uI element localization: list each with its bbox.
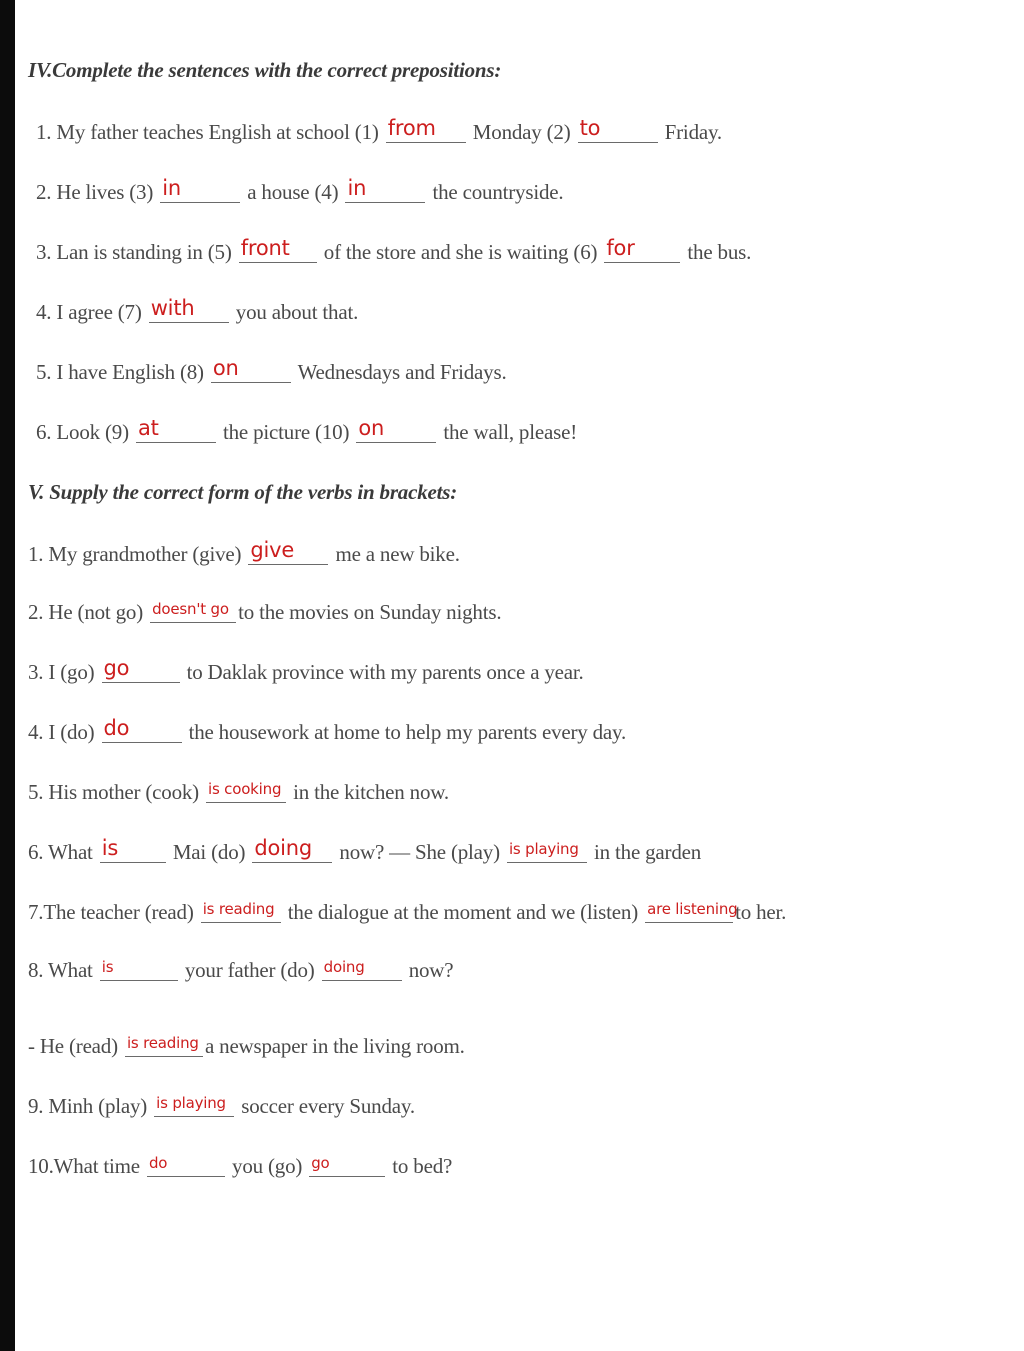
s5-q9-answer-1: is playing	[156, 1094, 226, 1112]
s5-q6-text-c: now? — She (play)	[339, 840, 500, 864]
s4-q2-answer-1: in	[162, 176, 181, 200]
s5-q4-blank-1[interactable]	[102, 716, 182, 743]
s5-q6-blank-3[interactable]	[507, 836, 587, 863]
s5-q4-text-b: the housework at home to help my parents every day.	[188, 720, 627, 744]
s5-q7-text-c: to her.	[735, 900, 787, 924]
s5-q3-blank-1[interactable]	[102, 656, 180, 683]
s4-q2-blank-2[interactable]	[345, 176, 425, 203]
s4-q1-text-b: Monday (2)	[472, 120, 571, 144]
s4-q4-answer-1: with	[150, 296, 195, 320]
section-4-heading: IV.Complete the sentences with the correct prepositions:	[28, 58, 502, 82]
s4-q1-answer-2: to	[579, 116, 601, 140]
s5-q5-text-b: in the kitchen now.	[293, 780, 449, 804]
s4-q6-text-c: the wall, please!	[443, 420, 577, 444]
s5-question-4	[28, 716, 1014, 746]
s5-q5-answer-1: is cooking	[208, 780, 282, 798]
s5-q9-text-a: 9. Minh (play)	[28, 1094, 148, 1118]
s4-q2-text-b: a house (4)	[247, 180, 339, 204]
s5-q10-text-b: you (go)	[232, 1154, 303, 1178]
s5-q2-text-b: to the movies on Sunday nights.	[238, 600, 502, 624]
s5-q10-text-a: 10.What time	[28, 1154, 140, 1178]
s5-q8-text-c: now?	[408, 958, 454, 982]
s5-q7-answer-1: is reading	[202, 900, 275, 918]
s4-q2-text-c: the countryside.	[432, 180, 564, 204]
s4-q3-answer-2: for	[606, 236, 635, 260]
s5-q5-blank-1[interactable]	[206, 776, 286, 803]
s4-q3-text-b: of the store and she is waiting (6)	[323, 240, 598, 264]
s4-q2-answer-2: in	[347, 176, 367, 200]
s5-q9-blank-1[interactable]	[154, 1090, 234, 1117]
s5-q8-answer-2: doing	[323, 958, 365, 976]
s4-question-6	[28, 416, 1014, 446]
s5-q10-text-c: to bed?	[392, 1154, 453, 1178]
s5-q2-text-a: 2. He (not go)	[28, 600, 144, 624]
s5-q1-answer-1: give	[250, 538, 295, 562]
s5-question-10	[28, 1150, 1014, 1180]
s4-q3-answer-1: front	[240, 236, 290, 260]
s4-question-2	[28, 176, 1014, 206]
s4-q4-text-b: you about that.	[235, 300, 359, 324]
s5-q10-blank-2[interactable]	[309, 1150, 385, 1177]
s5-question-3	[28, 656, 1014, 686]
s5-q8b-answer-1: is reading	[126, 1034, 199, 1052]
s4-q5-text-b: Wednesdays and Fridays.	[297, 360, 507, 384]
s5-question-5	[28, 776, 1014, 806]
s4-q5-blank-1[interactable]	[211, 356, 291, 383]
s5-q2-blank-1[interactable]	[150, 596, 236, 623]
s5-q3-text-b: to Daklak province with my parents once a year.	[186, 660, 584, 684]
s4-question-5	[28, 356, 1014, 386]
s5-q1-text-a: 1. My grandmother (give)	[28, 542, 242, 566]
s5-q10-blank-1[interactable]	[147, 1150, 225, 1177]
s4-q2-text-a: 2. He lives (3)	[36, 180, 154, 204]
s5-q6-blank-1[interactable]	[100, 836, 166, 863]
s4-question-4	[28, 296, 1014, 326]
s4-question-3	[28, 236, 1014, 266]
s5-q8b-blank-1[interactable]	[125, 1030, 203, 1057]
s5-q8b-text-a: - He (read)	[28, 1034, 118, 1058]
s5-q5-text-a: 5. His mother (cook)	[28, 780, 199, 804]
s5-q8-blank-2[interactable]	[322, 954, 402, 981]
s4-q3-blank-2[interactable]	[604, 236, 680, 263]
s5-q6-answer-3: is playing	[508, 840, 579, 858]
s4-q5-text-a: 5. I have English (8)	[36, 360, 204, 384]
s5-q10-answer-2: go	[311, 1154, 330, 1172]
s4-q6-blank-1[interactable]	[136, 416, 216, 443]
s4-q1-text-c: Friday.	[664, 120, 722, 144]
s5-q9-text-b: soccer every Sunday.	[241, 1094, 415, 1118]
s5-q4-text-a: 4. I (do)	[28, 720, 95, 744]
s5-q7-text-a: 7.The teacher (read)	[28, 900, 194, 924]
s5-q6-text-b: Mai (do)	[172, 840, 246, 864]
s5-question-7	[28, 896, 1014, 926]
left-border	[0, 0, 15, 1351]
s5-q3-text-a: 3. I (go)	[28, 660, 95, 684]
s4-q2-blank-1[interactable]	[160, 176, 240, 203]
s5-q8-text-a: 8. What	[28, 958, 93, 982]
s4-question-1	[28, 116, 1014, 146]
s4-q3-text-a: 3. Lan is standing in (5)	[36, 240, 232, 264]
section-5-heading: V. Supply the correct form of the verbs in brackets:	[28, 480, 458, 504]
s4-q6-text-a: 6. Look (9)	[36, 420, 129, 444]
s4-q4-blank-1[interactable]	[149, 296, 229, 323]
s4-q6-answer-2: on	[358, 416, 385, 440]
s5-q6-text-d: in the garden	[594, 840, 702, 864]
s5-q6-text-a: 6. What	[28, 840, 93, 864]
s5-question-9	[28, 1090, 1014, 1120]
s4-q6-answer-1: at	[137, 416, 159, 440]
s4-q1-blank-1[interactable]	[386, 116, 466, 143]
s4-q5-answer-1: on	[212, 356, 239, 380]
s5-q8-answer-1: is	[101, 958, 114, 976]
s4-q3-blank-1[interactable]	[239, 236, 317, 263]
s5-question-6	[28, 836, 1014, 866]
s5-question-2	[28, 596, 1014, 626]
s5-q7-text-b: the dialogue at the moment and we (listen)	[287, 900, 639, 924]
s5-q7-blank-1[interactable]	[201, 896, 281, 923]
s5-question-1	[28, 538, 1014, 568]
s5-question-8	[28, 954, 1014, 984]
s5-q1-text-b: me a new bike.	[335, 542, 460, 566]
s4-q6-blank-2[interactable]	[356, 416, 436, 443]
s5-q2-answer-1: doesn't go	[152, 600, 229, 618]
s5-q8b-text-b: a newspaper in the living room.	[204, 1034, 465, 1058]
s5-q3-answer-1: go	[103, 656, 130, 680]
s4-q1-answer-1: from	[387, 116, 436, 140]
s5-q8-blank-1[interactable]	[100, 954, 178, 981]
s5-q4-answer-1: do	[103, 716, 130, 740]
s5-q10-answer-1: do	[148, 1154, 168, 1172]
s4-q4-text-a: 4. I agree (7)	[36, 300, 142, 324]
s5-q8-text-b: your father (do)	[184, 958, 315, 982]
s4-q1-text-a: 1. My father teaches English at school (1)	[36, 120, 379, 144]
s5-q6-blank-2[interactable]	[252, 836, 332, 863]
s5-q1-blank-1[interactable]	[248, 538, 328, 565]
s4-q1-blank-2[interactable]	[578, 116, 658, 143]
s5-question-8b	[28, 1030, 1014, 1060]
s4-q6-text-b: the picture (10)	[223, 420, 350, 444]
s5-q7-answer-2: are listening	[647, 900, 738, 918]
s5-q7-blank-2[interactable]	[645, 896, 738, 923]
s5-q6-answer-2: doing	[254, 836, 313, 860]
s5-q6-answer-1: is	[101, 836, 119, 860]
s4-q3-text-c: the bus.	[687, 240, 752, 264]
